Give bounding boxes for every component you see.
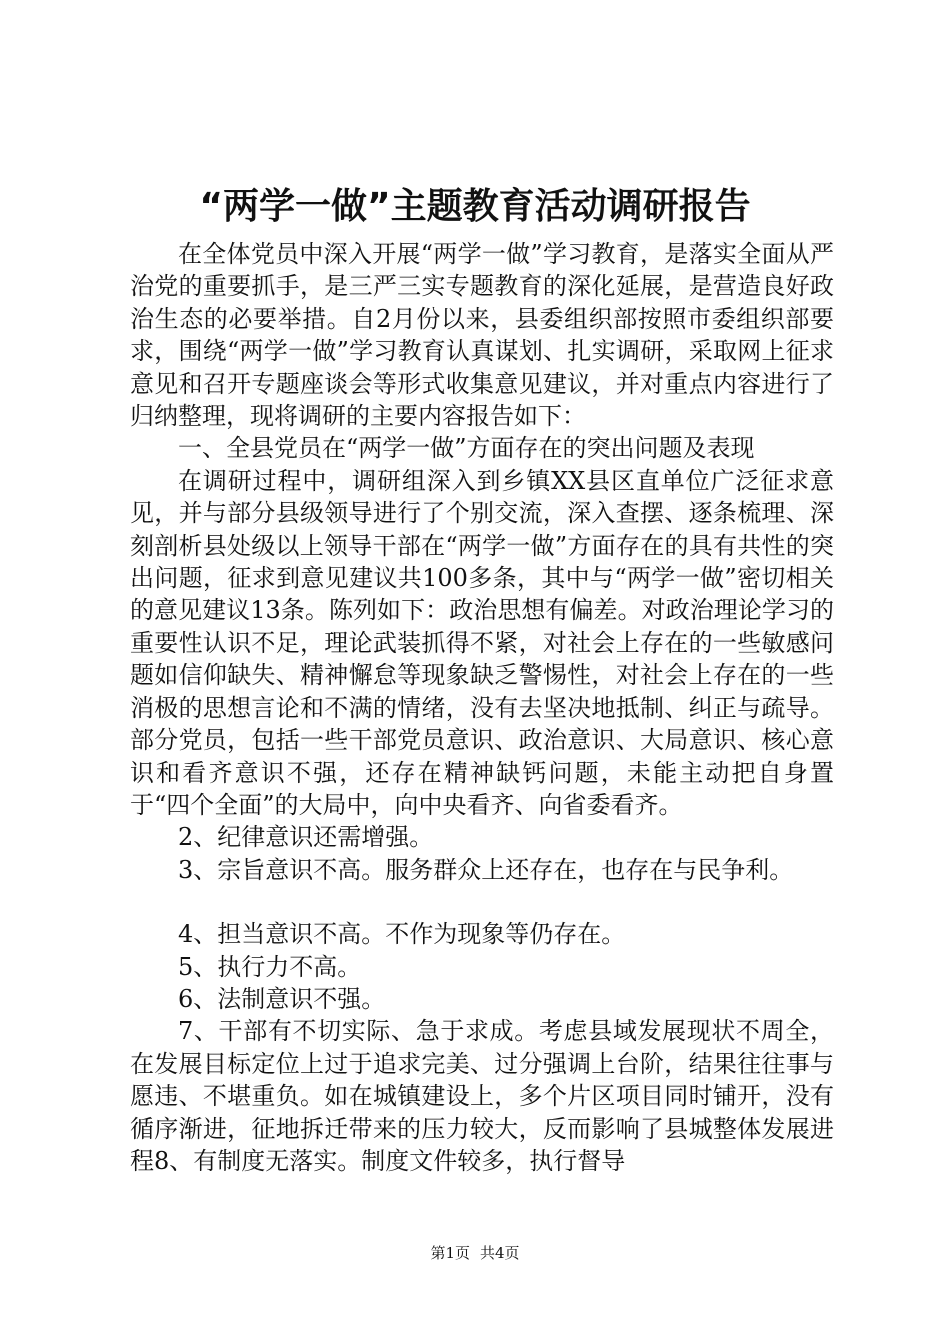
section-heading: 一、全县党员在“两学一做”方面存在的突出问题及表现 (178, 434, 755, 463)
page-footer (0, 1243, 950, 1263)
page-total: 共4页 (480, 1244, 520, 1262)
list-item-2: 2、纪律意识还需增强。 (178, 823, 434, 852)
paragraph-intro: 在全体党员中深入开展“两学一做”学习教育，是落实全面从严治党的重要抓手，是三严三实专题教育的深化延展，是营造良好政治生态的必要举措。自2月份以来，县委组织部按照市委组织部要求，围绕“两学一做”学习教育认真谋划、扎实调研，采取网上征求意见和召开专题座谈会等形式收集意见建议，并对重点内容进行了归纳整理，现将调研的主要内容报告如下： (130, 240, 834, 431)
list-item-7: 7、干部有不切实际、急于求成。考虑县域发展现状不周全，在发展目标定位上过于追求完美、过分强调上台阶，结果往往事与愿违、不堪重负。如在城镇建设上，多个片区项目同时铺开，没有循序渐进，征地拆迁带来的压力较大，反而影响了县城整体发展进程8、有制度无落实。制度文件较多，执行督导 (130, 1017, 834, 1175)
paragraph-findings: 在调研过程中，调研组深入到乡镇XX县区直单位广泛征求意见，并与部分县级领导进行了个别交流，深入查摆、逐条梳理、深刻剖析县处级以上领导干部在“两学一做”方面存在的具有共性的突出问题，征求到意见建议共100多条，其中与“两学一做”密切相关的意见建议13条。陈列如下：政治思想有偏差。对政治理论学习的重要性认识不足，理论武装抓得不紧，对社会上存在的一些敏感问题如信仰缺失、精神懈怠等现象缺乏警惕性，对社会上存在的一些消极的思想言论和不满的情绪，没有去坚决地抵制、纠正与疏导。部分党员，包括一些干部党员意识、政治意识、大局意识、核心意识和看齐意识不强，还存在精神缺钙问题，未能主动把自身置于“四个全面”的大局中，向中央看齐、向省委看齐。 (130, 466, 834, 819)
list-item-5: 5、执行力不高。 (178, 952, 362, 981)
document-body (130, 238, 834, 1177)
page-number: 第1页 (430, 1244, 470, 1262)
list-item-3: 3、宗旨意识不高。服务群众上还存在，也存在与民争利。 (178, 855, 794, 884)
list-item-4: 4、担当意识不高。不作为现象等仍存在。 (178, 920, 626, 949)
list-item-6: 6、法制意识不强。 (178, 984, 386, 1013)
document-title: “两学一做”主题教育活动调研报告 (199, 186, 751, 227)
